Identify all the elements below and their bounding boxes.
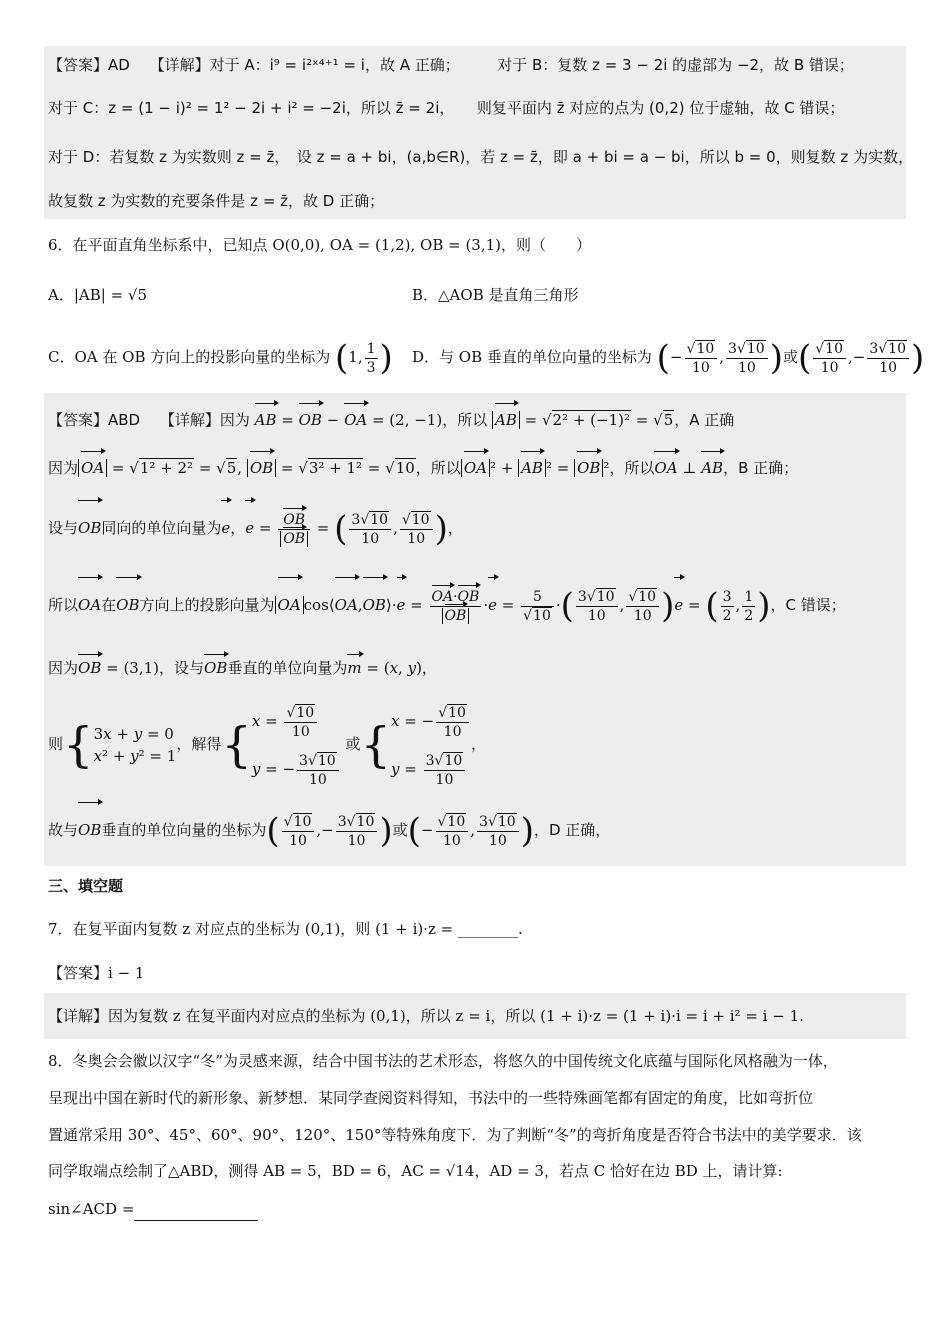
- q6-option-b: B．△AOB 是直角三角形: [412, 286, 579, 304]
- q7-detail: 【详解】因为复数 z 在复平面内对应点的坐标为 (0,1)，所以 z = i，所以 (1 + i)·z = (1 + i)·i = i + i² = i − 1.: [48, 1007, 804, 1025]
- q6-option-c-text: C．OA 在 OB 方向上的投影向量的坐标为: [48, 348, 331, 366]
- q6-solution-line-7-or: 或: [392, 821, 408, 839]
- q6-solution-line-4: 所以OA在OB方向上的投影向量为 OA cos⟨OA,OB⟩·e = $\frac{OA\cdot OB}{OB}$ ·e = $\frac{5}{√10}$ ·( $\frac{3√10}{10}$ , $\frac{√10}{10}$ )e = ( $\frac{3}{2}$ , $\frac{1}{2}$ )，C 错误；: [48, 580, 910, 630]
- q6-solution-line-7-tail: ，D 正确，: [533, 821, 611, 839]
- q6-option-a: A．|AB| = √5: [48, 286, 148, 304]
- q8-line-3: 置通常采用 30°、45°、60°、90°、120°、150°等特殊角度下．为了判断“冬”的弯折角度是否符合书法中的美学要求．该: [48, 1126, 862, 1144]
- q6-solution-line-5: 因为OB = (3,1)，设与OB垂直的单位向量为m = (x, y)，: [48, 659, 437, 677]
- q8-answer-blank[interactable]: [134, 1198, 258, 1221]
- q6-solution-line-2-end: ，B 正确；: [723, 459, 799, 477]
- q6-solution-line-4-mid: 方向上的投影向量为: [139, 596, 275, 614]
- q8-line-5-text: sin∠ACD =: [48, 1200, 135, 1218]
- q6-option-d-or: 或: [782, 348, 798, 366]
- q6-solution-line-3-mid: 同向的单位向量为: [101, 519, 222, 537]
- q6-solution-line-7: 故与OB垂直的单位向量的坐标为( $\frac{√10}{10}$ ,− $\frac{3√10}{10}$ )或(− $\frac{√10}{10}$ , $\frac{3√10}{10}$ )，D 正确，: [48, 805, 910, 855]
- q6-solution-line-6-or: 或: [345, 735, 361, 753]
- q6-solution-line-4-tail: ，C 错误；: [770, 596, 846, 614]
- q6-solution-line-5-mid: ，设与: [159, 659, 205, 677]
- q5-solution-line-2: 对于 C：z = (1 − i)² = 1² − 2i + i² = −2i，所以 z̄ = 2i， 则复平面内 z̄ 对应的点为 (0,2) 位于虚轴，故 C 错误；: [48, 99, 845, 117]
- section-heading-fill-in: 三、填空题: [48, 877, 124, 895]
- q6-solution-line-3: 设与OB同向的单位向量为e，e = $\frac{OB}{OB}$ = ( $\frac{3√10}{10}$ , $\frac{√10}{10}$ )，: [48, 503, 910, 553]
- q6-solution-line-2-lead: 因为: [48, 459, 79, 477]
- q6-option-d-text: D．与 OB 垂直的单位向量的坐标为: [412, 348, 652, 366]
- q8-line-2: 呈现出中国在新时代的新形象、新梦想．某同学查阅资料得知，书法中的一些特殊画笔都有固定的角度，比如弯折位: [48, 1089, 814, 1107]
- q8-line-1: 8．冬奥会会徽以汉字“冬”为灵感来源，结合中国书法的艺术形态，将悠久的中国传统文化底蕴与国际化风格融为一体，: [48, 1052, 838, 1070]
- q6-solution-line-6-lead: 则: [48, 735, 64, 753]
- q6-solution-line-7-mid: 垂直的单位向量的坐标为: [101, 821, 267, 839]
- q6-solution-line-1-tail: ，A 正确: [674, 411, 735, 429]
- q5-solution-line-1: 【答案】AD 【详解】对于 A：i⁹ = i²ˣ⁴⁺¹ = i，故 A 正确； 对于 B：复数 z = 3 − 2i 的虚部为 −2，故 B 错误；: [48, 56, 854, 74]
- q6-solution-line-4-lead: 所以: [48, 596, 79, 614]
- q6-solution-line-1-lead: 【答案】ABD 【详解】因为: [48, 411, 250, 429]
- q6-solution-line-1: 【答案】ABD 【详解】因为 AB = OB − OA = (2, −1)，所以 AB = √2² + (−1)² = √5，A 正确: [48, 406, 910, 434]
- q8-line-5: [48, 1198, 910, 1221]
- q7-answer: 【答案】i − 1: [48, 964, 145, 982]
- q6-solution-line-5-lead: 因为: [48, 659, 79, 677]
- q8-line-4: 同学取端点绘制了△ABD，测得 AB = 5，BD = 6，AC = √14，AD = 3，若点 C 恰好在边 BD 上，请计算:: [48, 1162, 783, 1180]
- q6-solution-line-3-lead: 设与: [48, 519, 79, 537]
- q6-solution-line-4-in: 在: [101, 596, 117, 614]
- q5-solution-line-4: 故复数 z 为实数的充要条件是 z = z̄，故 D 正确；: [48, 192, 385, 210]
- q6-solution-line-6-mid: ，解得: [176, 735, 222, 753]
- q6-solution-line-6: 则{ 3x + y = 0 x² + y² = 1 ，解得{ x = $\frac{√10}{10}$ y = − $\frac{3√10}{10}$ 或{ x = − $\frac{√10}{10}$ y = $\frac{3√10}{10}$ ，: [48, 704, 486, 788]
- q6-solution-line-7-lead: 故与: [48, 821, 79, 839]
- q6-solution-line-2-post: ，所以: [609, 459, 655, 477]
- q5-solution-line-3: 对于 D：若复数 z 为实数则 z = z̄， 设 z = a + bi，(a,b∈R)，若 z = z̄，即 a + bi = a − bi，所以 b = 0，则复数 z 为实数，: [48, 148, 914, 166]
- q6-stem: 6．在平面直角坐标系中，已知点 O(0,0), OA = (1,2), OB = (3,1)，则（ ）: [48, 236, 592, 254]
- q6-solution-line-2: 因为 OA = √1² + 2² = √5, OB = √3² + 1² = √10，所以 OA ² + AB ² = OB ²，所以OA ⊥ AB，B 正确；: [48, 454, 910, 482]
- q7-stem: 7．在复平面内复数 z 对应点的坐标为 (0,1)，则 (1 + i)·z = ________.: [48, 920, 523, 938]
- q6-option-d: D．与 OB 垂直的单位向量的坐标为 (− $\frac{√10}{10}$ , $\frac{3√10}{10}$ )或( $\frac{√10}{10}$ ,− $\frac{3√10}{10}$ ): [412, 338, 925, 378]
- q6-solution-line-2-mid: ，所以: [415, 459, 461, 477]
- q6-solution-line-5-mid2: 垂直的单位向量为: [227, 659, 348, 677]
- q6-option-c: C．OA 在 OB 方向上的投影向量的坐标为 (1, $\frac{1}{3}$ ): [48, 338, 393, 378]
